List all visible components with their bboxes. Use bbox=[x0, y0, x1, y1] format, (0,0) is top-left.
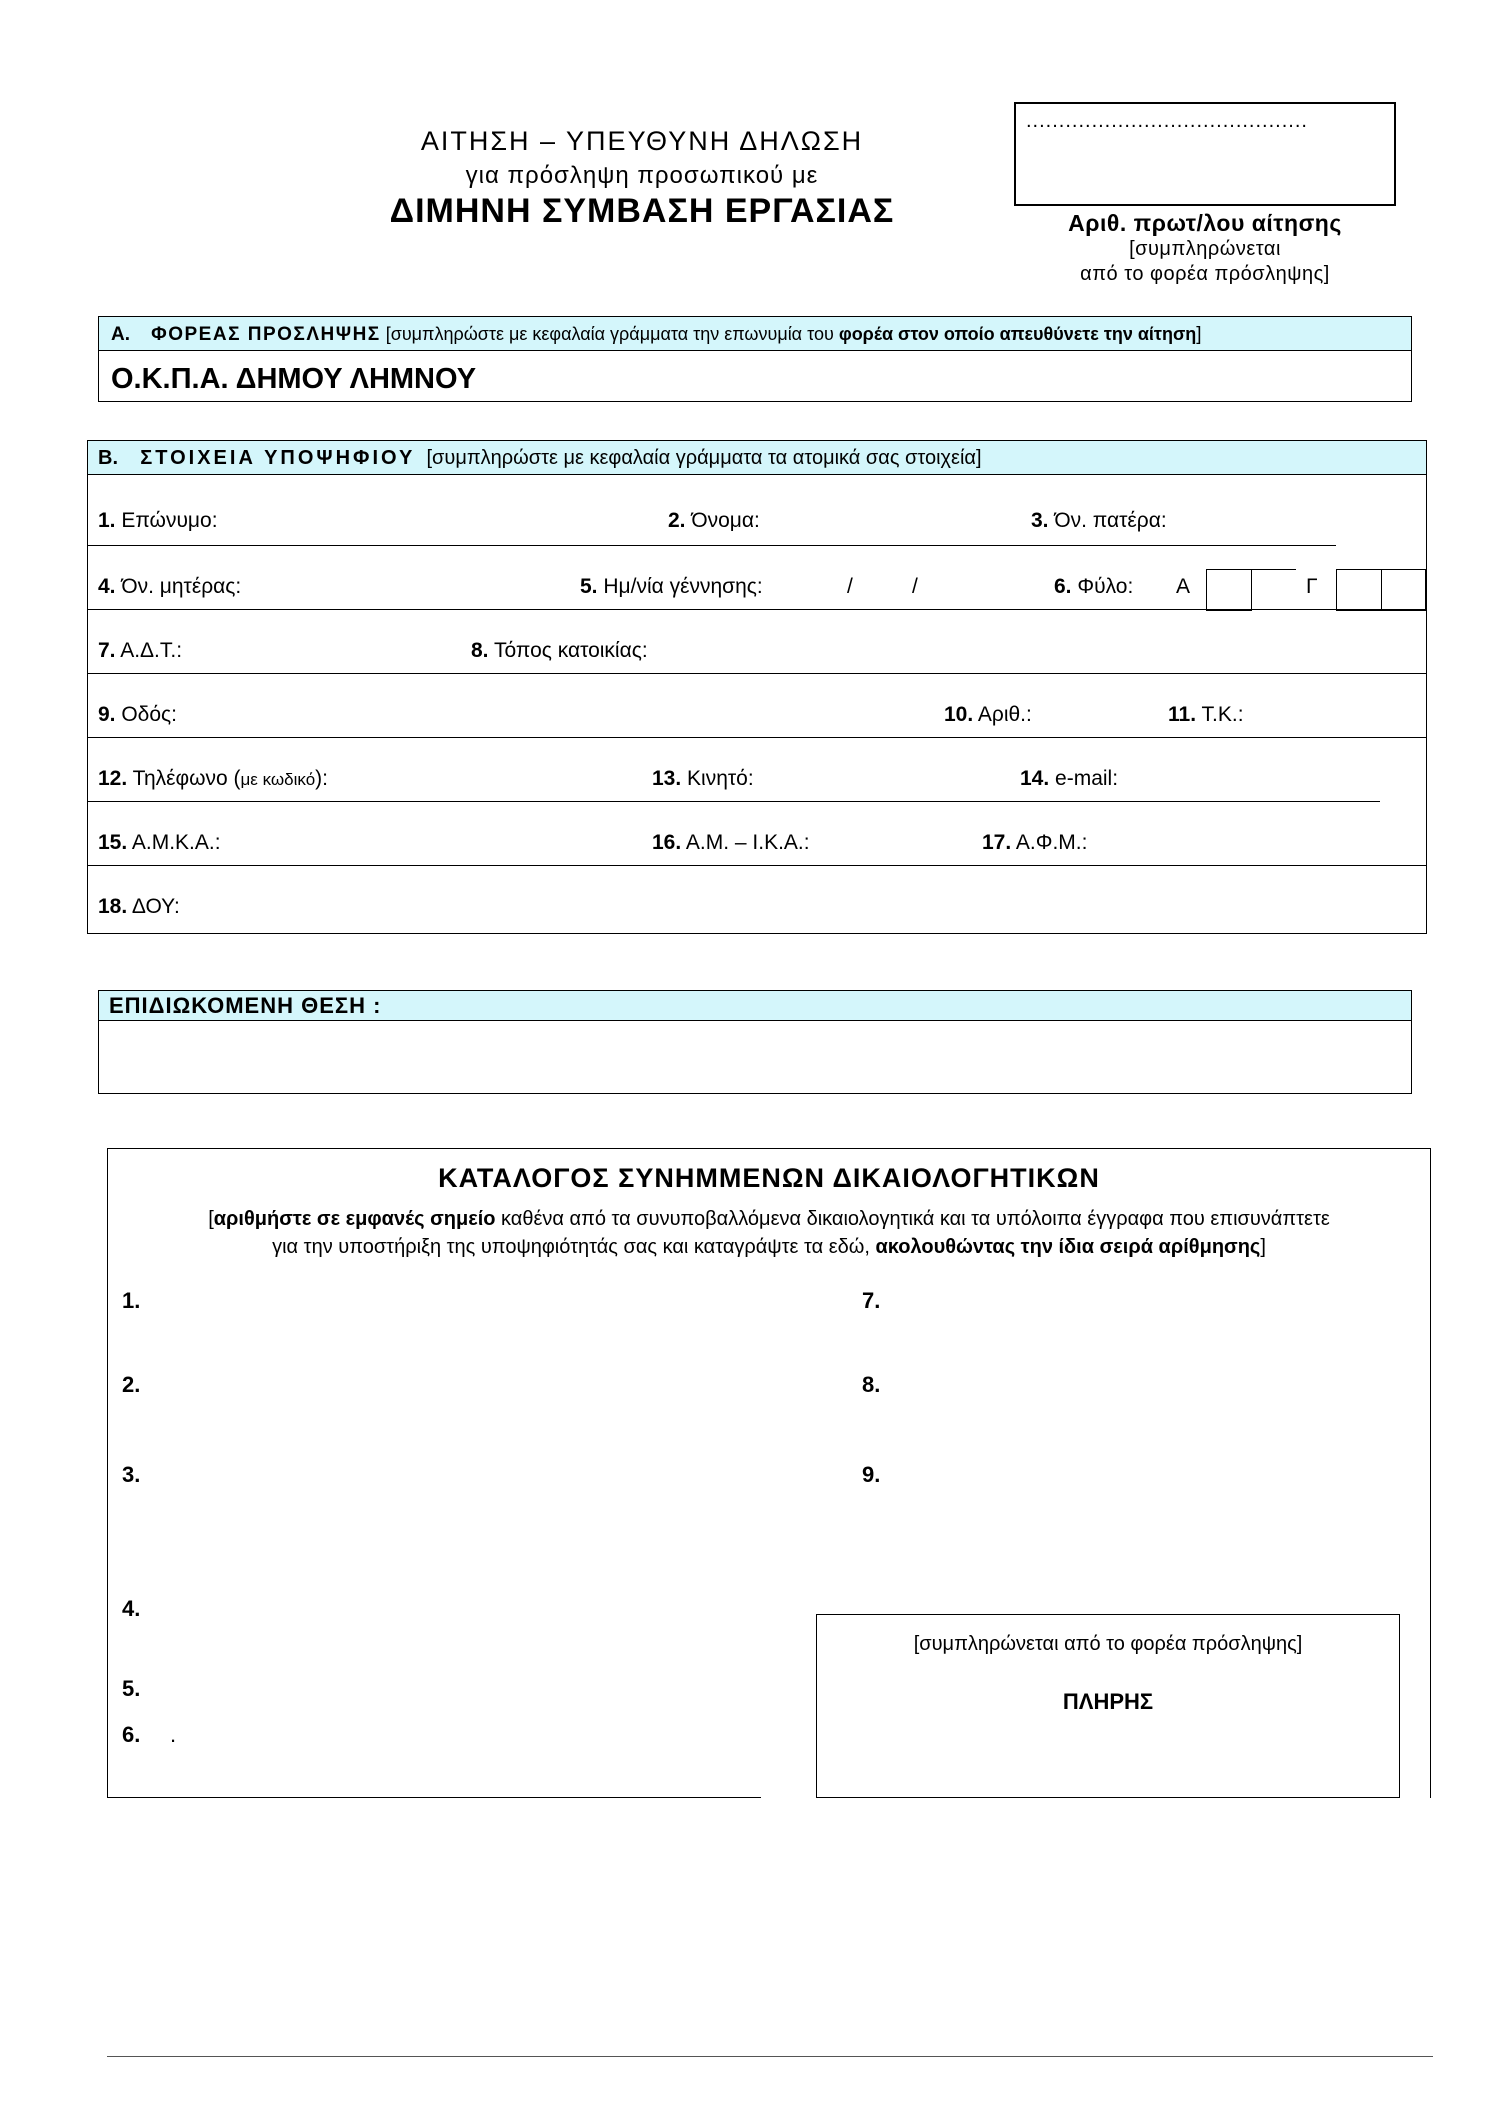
tax-office-field[interactable]: 18. ΔΟΥ: bbox=[98, 895, 180, 918]
footer-divider bbox=[107, 2056, 1433, 2057]
section-a-hiring-agency bbox=[98, 316, 1412, 402]
protocol-number-label: Αριθ. πρωτ/λου αίτησης bbox=[1068, 210, 1342, 236]
residence-field[interactable]: 8. Τόπος κατοικίας: bbox=[471, 639, 648, 662]
tax-id-field[interactable]: 17. Α.Φ.Μ.: bbox=[982, 831, 1088, 854]
attachment-item-8[interactable]: 8. bbox=[862, 1372, 881, 1397]
row-divider bbox=[88, 673, 1426, 674]
id-card-field[interactable]: 7. Α.Δ.Τ.: bbox=[98, 639, 183, 662]
protocol-number-box[interactable] bbox=[1014, 102, 1396, 206]
protocol-note-line-2: από το φορέα πρόσληψης] bbox=[1080, 263, 1330, 285]
attachments-instruction-line-1: [αριθμήστε σε εμφανές σημείο καθένα από τα συνυποβαλλόμενα δικαιολογητικά και τα υπόλοιπα έγγραφα που επισυνάπτετε bbox=[208, 1208, 1330, 1230]
attachment-item-6-mark: . bbox=[170, 1722, 177, 1747]
contract-type-title: ΔΙΜΗΝΗ ΣΥΜΒΑΣΗ ΕΡΓΑΣΙΑΣ bbox=[389, 192, 895, 230]
row-divider bbox=[88, 545, 1336, 546]
attachment-item-2[interactable]: 2. bbox=[122, 1372, 141, 1397]
section-a-instruction-bold: φορέα στον οποίο απευθύνετε την αίτηση bbox=[838, 324, 1197, 344]
section-b-instruction: [συμπληρώστε με κεφαλαία γράμματα τα ατομικά σας στοιχεία] bbox=[426, 447, 982, 469]
section-a-instruction-post: ] bbox=[1196, 324, 1202, 345]
attachments-frame-right bbox=[1430, 1148, 1431, 1798]
first-name-field[interactable]: 2. Όνομα: bbox=[668, 509, 760, 532]
birth-date-separator: / bbox=[847, 575, 853, 598]
attachments-instruction-line-2: για την υποστήριξη της υποψηφιότητάς σας και καταγράψτε τα εδώ, ακολουθώντας την ίδια σειρά αρίθμησης] bbox=[272, 1236, 1266, 1258]
completeness-status: ΠΛΗΡΗΣ bbox=[1062, 1689, 1154, 1714]
gender-box-top-line bbox=[1251, 569, 1296, 570]
postal-code-field[interactable]: 11. Τ.Κ.: bbox=[1168, 703, 1244, 726]
attachment-item-4[interactable]: 4. bbox=[122, 1596, 141, 1621]
row-divider bbox=[88, 737, 1426, 738]
section-b-candidate-details bbox=[87, 440, 1427, 934]
street-number-field[interactable]: 10. Αριθ.: bbox=[944, 703, 1032, 726]
attachments-title: ΚΑΤΑΛΟΓΟΣ ΣΥΝΗΜΜΕΝΩΝ ΔΙΚΑΙΟΛΟΓΗΤΙΚΩΝ bbox=[438, 1163, 1100, 1193]
section-a-label: Α. bbox=[111, 324, 130, 345]
street-field[interactable]: 9. Οδός: bbox=[98, 703, 178, 726]
gender-option-a-checkbox[interactable] bbox=[1206, 569, 1252, 611]
attachment-item-5[interactable]: 5. bbox=[122, 1676, 141, 1701]
attachment-item-6[interactable]: 6. bbox=[122, 1722, 141, 1747]
attachment-item-7[interactable]: 7. bbox=[862, 1288, 881, 1313]
attachments-frame-bottom bbox=[107, 1797, 761, 1798]
email-field[interactable]: 14. e-mail: bbox=[1020, 767, 1119, 790]
agency-completion-box bbox=[816, 1614, 1400, 1798]
section-a-header bbox=[99, 317, 1411, 351]
birth-date-separator: / bbox=[912, 575, 918, 598]
phone-field[interactable]: 12. Τηλέφωνο (με κωδικό): bbox=[98, 767, 328, 790]
form-subtitle: για πρόσληψη προσωπικού με bbox=[465, 162, 819, 189]
section-b-title: ΣΤΟΙΧΕΙΑ ΥΠΟΨΗΦΙΟΥ bbox=[140, 447, 416, 469]
birth-date-field[interactable]: 5. Ημ/νία γέννησης: bbox=[580, 575, 763, 598]
protocol-number-dots: ........................................... bbox=[1026, 110, 1308, 132]
gender-option-a-label: Α bbox=[1176, 575, 1191, 598]
mobile-field[interactable]: 13. Κινητό: bbox=[652, 767, 754, 790]
gender-field-label: 6. Φύλο: bbox=[1054, 575, 1134, 598]
surname-field[interactable]: 1. Επώνυμο: bbox=[98, 509, 218, 532]
section-b-header bbox=[88, 441, 1426, 475]
attachments-frame-top bbox=[107, 1148, 1431, 1149]
amka-field[interactable]: 15. Α.Μ.Κ.Α.: bbox=[98, 831, 221, 854]
attachment-item-1[interactable]: 1. bbox=[122, 1288, 141, 1313]
mother-name-field[interactable]: 4. Όν. μητέρας: bbox=[98, 575, 242, 598]
section-a-title: ΦΟΡΕΑΣ ΠΡΟΣΛΗΨΗΣ bbox=[151, 324, 381, 345]
hiring-agency-name[interactable]: Ο.Κ.Π.Α. ΔΗΜΟΥ ΛΗΜΝΟΥ bbox=[111, 363, 477, 395]
gender-option-g-checkbox[interactable] bbox=[1336, 569, 1382, 611]
row-divider bbox=[88, 801, 1380, 802]
protocol-note-line-1: [συμπληρώνεται bbox=[1129, 238, 1281, 260]
agency-completion-note: [συμπληρώνεται από το φορέα πρόσληψης] bbox=[913, 1633, 1303, 1655]
position-sought-box[interactable] bbox=[98, 990, 1412, 1094]
section-b-label: Β. bbox=[98, 447, 118, 469]
position-sought-title: ΕΠΙΔΙΩΚΟΜΕΝΗ ΘΕΣΗ : bbox=[99, 991, 1411, 1021]
attachment-item-9[interactable]: 9. bbox=[862, 1462, 881, 1487]
ika-registry-field[interactable]: 16. Α.Μ. – Ι.Κ.Α.: bbox=[652, 831, 810, 854]
gender-option-g-checkbox-extra[interactable] bbox=[1381, 569, 1426, 611]
form-title: ΑΙΤΗΣΗ – ΥΠΕΥΘΥΝΗ ΔΗΛΩΣΗ bbox=[420, 126, 864, 156]
section-a-instruction-pre: [συμπληρώστε με κεφαλαία γράμματα την επωνυμία του bbox=[380, 324, 839, 344]
gender-option-g-label: Γ bbox=[1306, 575, 1318, 598]
attachment-item-3[interactable]: 3. bbox=[122, 1462, 141, 1487]
father-name-field[interactable]: 3. Όν. πατέρα: bbox=[1031, 509, 1167, 532]
row-divider bbox=[88, 865, 1426, 866]
